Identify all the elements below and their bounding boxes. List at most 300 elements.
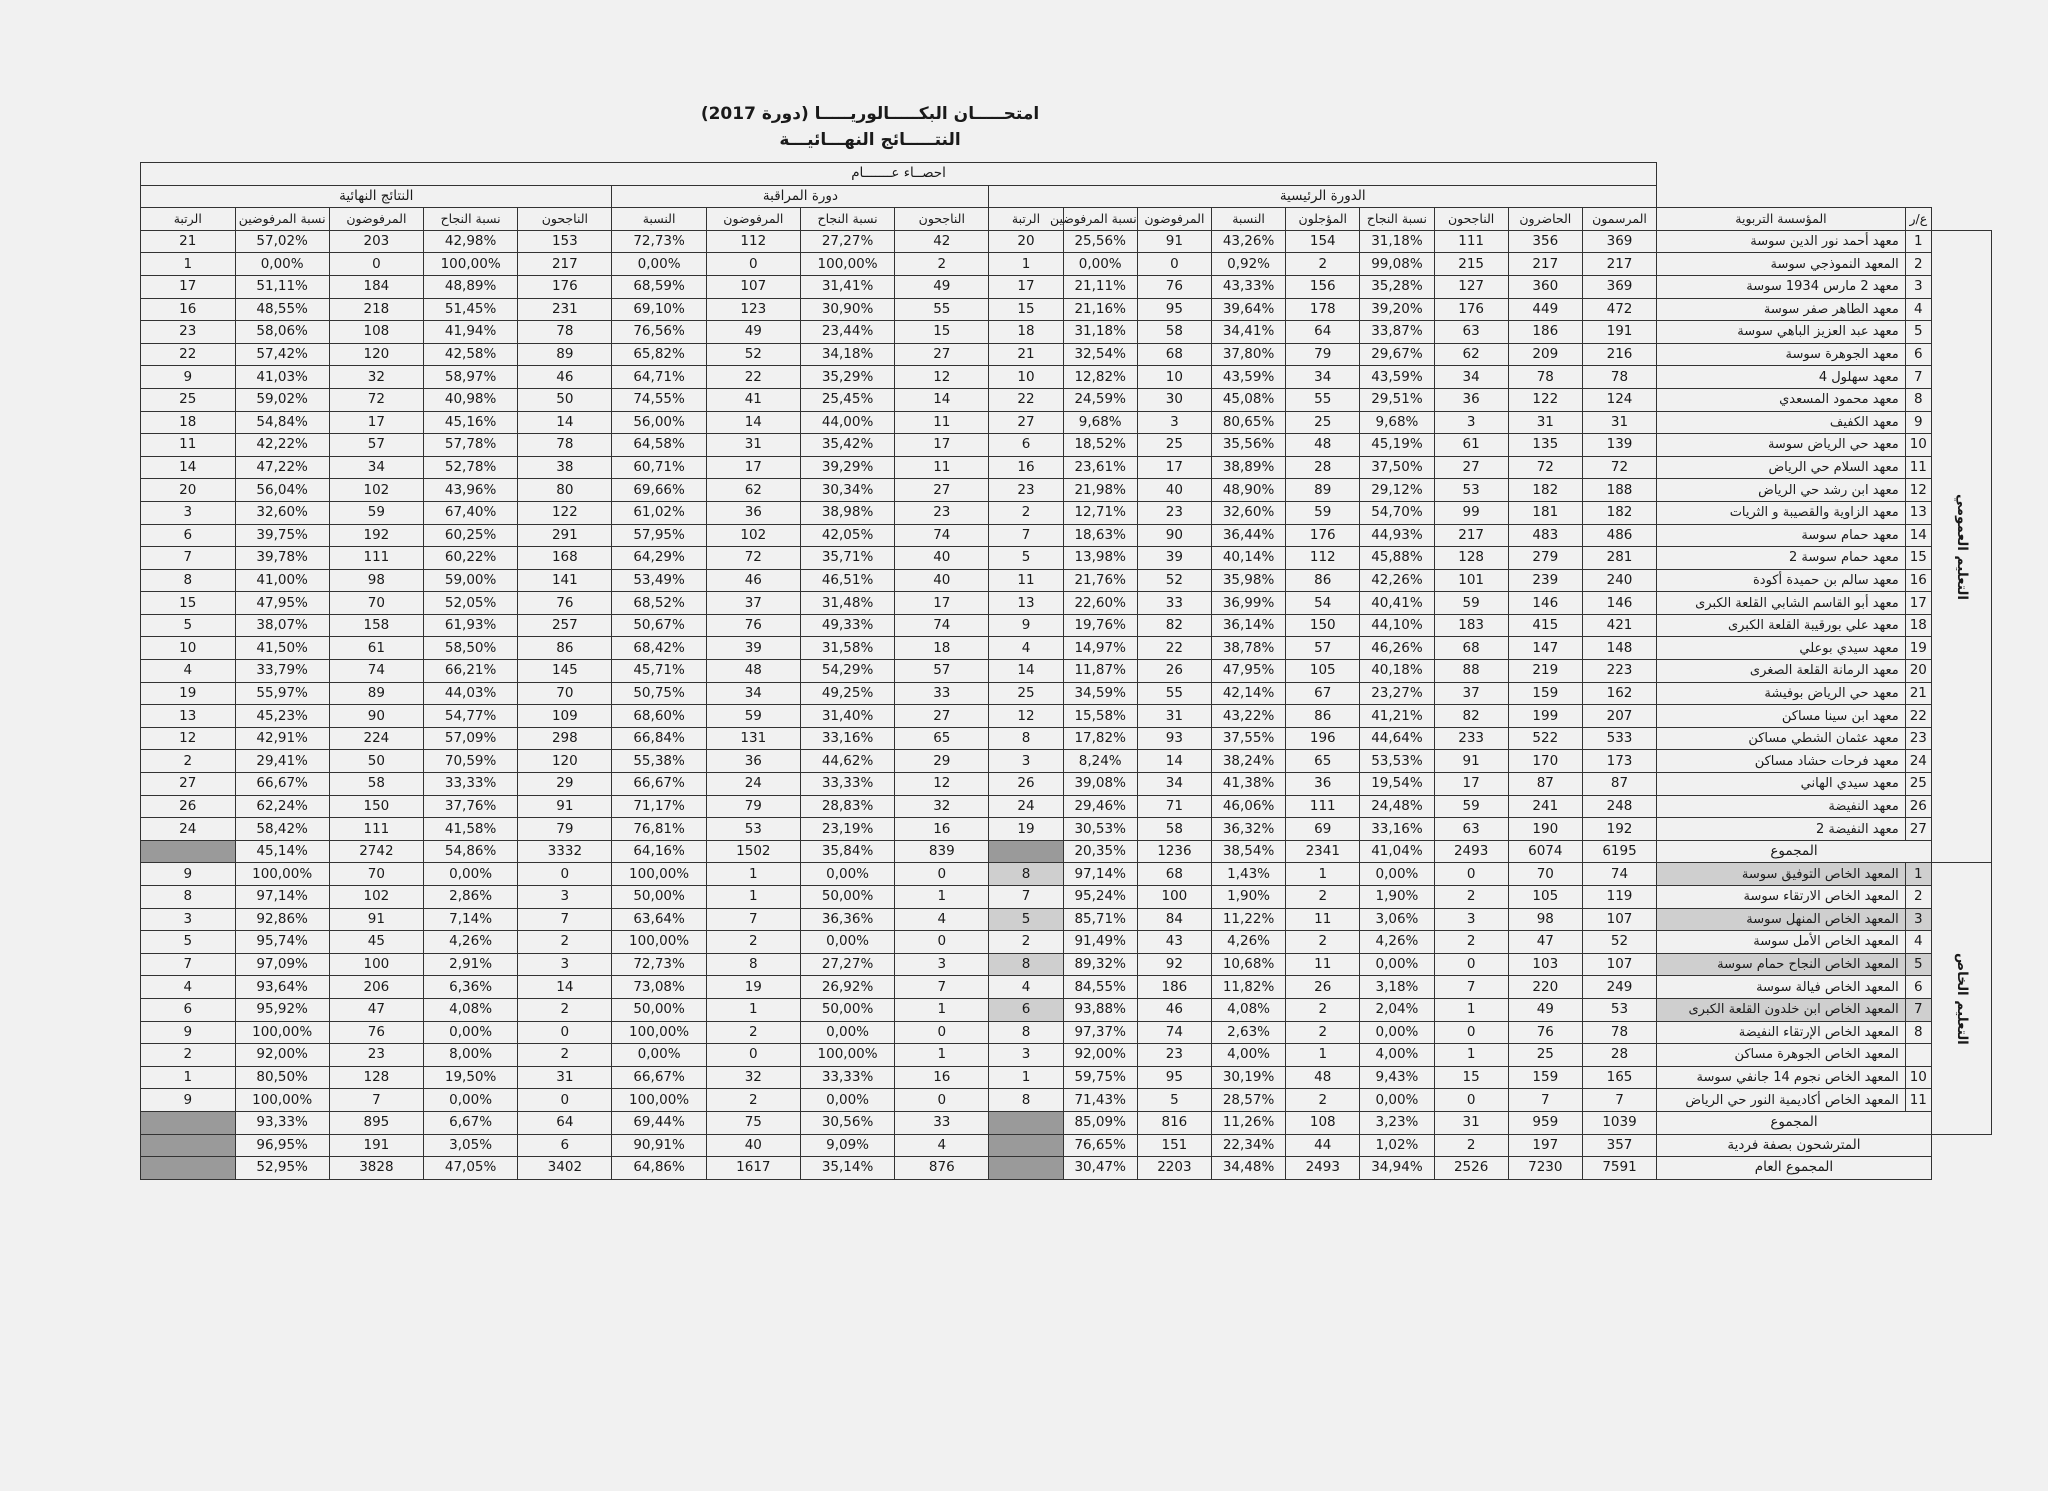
data-cell: 66,67% xyxy=(612,1066,706,1089)
data-cell: 29,12% xyxy=(1360,479,1434,502)
data-cell: 53 xyxy=(1434,479,1508,502)
data-cell: 32,54% xyxy=(1063,343,1137,366)
data-cell: 42,26% xyxy=(1360,569,1434,592)
data-cell: 241 xyxy=(1508,795,1582,818)
data-cell: 58,50% xyxy=(424,637,518,660)
data-cell: 36 xyxy=(1286,773,1360,796)
data-cell: 63,64% xyxy=(612,908,706,931)
data-cell: 8 xyxy=(989,1089,1063,1112)
institution-name: معهد الكفيف xyxy=(1657,411,1906,434)
data-cell: 105 xyxy=(1286,660,1360,683)
data-cell: 84,55% xyxy=(1063,976,1137,999)
data-cell: 45,71% xyxy=(612,660,706,683)
data-cell: 70 xyxy=(1508,863,1582,886)
institution-name: المعهد الخاص الارتقاء سوسة xyxy=(1657,886,1906,909)
data-cell: 103 xyxy=(1508,953,1582,976)
data-cell: 41,58% xyxy=(424,818,518,841)
data-cell: 14 xyxy=(895,388,989,411)
table-row xyxy=(141,501,1992,524)
data-cell: 178 xyxy=(1286,298,1360,321)
data-cell: 92 xyxy=(1137,953,1211,976)
data-cell: 107 xyxy=(706,275,800,298)
col-no-header: ع/ر xyxy=(1905,208,1931,231)
data-cell: 203 xyxy=(329,230,423,253)
column-header: نسبة النجاح xyxy=(424,208,518,231)
data-cell: 0 xyxy=(329,253,423,276)
data-cell: 54 xyxy=(1286,592,1360,615)
data-cell: 15 xyxy=(141,592,236,615)
data-cell: 107 xyxy=(1582,908,1656,931)
data-cell: 192 xyxy=(329,524,423,547)
data-cell: 69,44% xyxy=(612,1111,706,1134)
data-cell: 42,98% xyxy=(424,230,518,253)
data-cell: 79 xyxy=(706,795,800,818)
data-cell: 23,44% xyxy=(800,321,894,344)
data-cell: 46 xyxy=(518,366,612,389)
data-cell: 2 xyxy=(518,998,612,1021)
data-cell: 47,22% xyxy=(235,456,329,479)
data-cell: 8 xyxy=(989,953,1063,976)
data-cell: 55,38% xyxy=(612,750,706,773)
data-cell: 2 xyxy=(1434,1134,1508,1157)
row-number: 7 xyxy=(1905,366,1931,389)
data-cell: 128 xyxy=(1434,547,1508,570)
data-cell: 191 xyxy=(329,1134,423,1157)
data-cell: 74 xyxy=(1582,863,1656,886)
data-cell: 66,84% xyxy=(612,727,706,750)
data-cell: 37 xyxy=(706,592,800,615)
data-cell: 1 xyxy=(141,253,236,276)
table-row xyxy=(141,321,1992,344)
results-table xyxy=(140,162,1992,1180)
data-cell: 224 xyxy=(329,727,423,750)
data-cell: 2 xyxy=(706,931,800,954)
data-cell: 17 xyxy=(1434,773,1508,796)
data-cell: 80,65% xyxy=(1211,411,1285,434)
data-cell: 59 xyxy=(1434,592,1508,615)
row-number: 2 xyxy=(1905,886,1931,909)
data-cell: 186 xyxy=(1508,321,1582,344)
data-cell: 3,23% xyxy=(1360,1111,1434,1134)
individual-candidates-row xyxy=(141,1134,1992,1157)
data-cell: 112 xyxy=(706,230,800,253)
data-cell: 49 xyxy=(706,321,800,344)
data-cell: 71,43% xyxy=(1063,1089,1137,1112)
table-row xyxy=(141,275,1992,298)
data-cell: 4 xyxy=(989,637,1063,660)
table-row xyxy=(141,388,1992,411)
data-cell: 17 xyxy=(141,275,236,298)
data-cell: 14 xyxy=(141,456,236,479)
data-cell: 2526 xyxy=(1434,1157,1508,1180)
data-cell: 176 xyxy=(518,275,612,298)
data-cell: 127 xyxy=(1434,275,1508,298)
data-cell: 50,67% xyxy=(612,614,706,637)
row-number xyxy=(1905,1044,1931,1067)
data-cell: 35,71% xyxy=(800,547,894,570)
data-cell: 20 xyxy=(989,230,1063,253)
data-cell: 100,00% xyxy=(235,1021,329,1044)
column-header: نسبة النجاح xyxy=(800,208,894,231)
institution-name: المعهد الخاص النجاح حمام سوسة xyxy=(1657,953,1906,976)
total-label: المجموع xyxy=(1657,840,1932,863)
data-cell: 93,33% xyxy=(235,1111,329,1134)
data-cell: 2,86% xyxy=(424,886,518,909)
data-cell: 42,05% xyxy=(800,524,894,547)
data-cell: 30,90% xyxy=(800,298,894,321)
data-cell: 95,24% xyxy=(1063,886,1137,909)
data-cell: 91 xyxy=(1434,750,1508,773)
data-cell: 82 xyxy=(1434,705,1508,728)
data-cell: 357 xyxy=(1582,1134,1656,1157)
data-cell: 2 xyxy=(518,931,612,954)
data-cell: 1 xyxy=(1434,998,1508,1021)
data-cell: 298 xyxy=(518,727,612,750)
data-cell: 145 xyxy=(518,660,612,683)
data-cell: 11 xyxy=(895,411,989,434)
data-cell: 5 xyxy=(989,547,1063,570)
data-cell: 47,95% xyxy=(1211,660,1285,683)
data-cell: 74 xyxy=(1137,1021,1211,1044)
data-cell: 19,54% xyxy=(1360,773,1434,796)
data-cell: 8 xyxy=(706,953,800,976)
data-cell: 12 xyxy=(141,727,236,750)
data-cell: 40 xyxy=(895,569,989,592)
data-cell: 26 xyxy=(1137,660,1211,683)
data-cell: 34 xyxy=(1286,366,1360,389)
data-cell: 2341 xyxy=(1286,840,1360,863)
data-cell: 38,24% xyxy=(1211,750,1285,773)
data-cell: 25 xyxy=(1286,411,1360,434)
data-cell: 23,27% xyxy=(1360,682,1434,705)
data-cell: 3 xyxy=(141,908,236,931)
data-cell: 21 xyxy=(141,230,236,253)
institution-name: المعهد الخاص ابن خلدون القلعة الكبرى xyxy=(1657,998,1906,1021)
data-cell: 68 xyxy=(1137,863,1211,886)
data-cell: 41,21% xyxy=(1360,705,1434,728)
data-cell: 46,26% xyxy=(1360,637,1434,660)
data-cell: 58 xyxy=(329,773,423,796)
data-cell: 18,63% xyxy=(1063,524,1137,547)
data-cell: 19,76% xyxy=(1063,614,1137,637)
column-header: الناجحون xyxy=(1434,208,1508,231)
data-cell: 59 xyxy=(1286,501,1360,524)
data-cell: 0 xyxy=(518,1089,612,1112)
data-cell: 24 xyxy=(989,795,1063,818)
data-cell: 5 xyxy=(141,931,236,954)
data-cell: 2 xyxy=(518,1044,612,1067)
column-header: نسبة المرفوضين xyxy=(1063,208,1137,231)
data-cell: 0 xyxy=(518,1021,612,1044)
data-cell: 34,59% xyxy=(1063,682,1137,705)
column-header: الرتبة xyxy=(141,208,236,231)
row-number: 14 xyxy=(1905,524,1931,547)
data-cell: 9,68% xyxy=(1063,411,1137,434)
data-cell: 24,59% xyxy=(1063,388,1137,411)
data-cell: 109 xyxy=(518,705,612,728)
data-cell: 20 xyxy=(141,479,236,502)
table-row xyxy=(141,795,1992,818)
data-cell: 0 xyxy=(1434,953,1508,976)
data-cell: 93 xyxy=(1137,727,1211,750)
data-cell: 61,02% xyxy=(612,501,706,524)
data-cell: 360 xyxy=(1508,275,1582,298)
table-row xyxy=(141,976,1992,999)
data-cell: 0,00% xyxy=(800,1021,894,1044)
data-cell: 173 xyxy=(1582,750,1656,773)
data-cell: 156 xyxy=(1286,275,1360,298)
data-cell: 95,92% xyxy=(235,998,329,1021)
data-cell: 38,07% xyxy=(235,614,329,637)
data-cell: 291 xyxy=(518,524,612,547)
column-header: نسبة النجاح xyxy=(1360,208,1434,231)
data-cell: 25 xyxy=(989,682,1063,705)
data-cell: 68,59% xyxy=(612,275,706,298)
data-cell: 68 xyxy=(1434,637,1508,660)
data-cell: 35,29% xyxy=(800,366,894,389)
data-cell: 46,51% xyxy=(800,569,894,592)
data-cell xyxy=(989,1157,1063,1180)
data-cell: 33,16% xyxy=(1360,818,1434,841)
data-cell: 31 xyxy=(706,434,800,457)
table-row xyxy=(141,230,1992,253)
row-number: 24 xyxy=(1905,750,1931,773)
data-cell: 79 xyxy=(518,818,612,841)
data-cell: 64 xyxy=(1286,321,1360,344)
data-cell: 16 xyxy=(895,818,989,841)
data-cell: 74 xyxy=(895,524,989,547)
data-cell: 97,37% xyxy=(1063,1021,1137,1044)
data-cell: 14 xyxy=(989,660,1063,683)
institution-name: معهد أبو القاسم الشابي القلعة الكبرى xyxy=(1657,592,1906,615)
table-row xyxy=(141,479,1992,502)
data-cell: 8 xyxy=(141,569,236,592)
data-cell: 37,76% xyxy=(424,795,518,818)
total-label: المجموع xyxy=(1657,1111,1932,1134)
data-cell: 78 xyxy=(1508,366,1582,389)
data-cell: 90,91% xyxy=(612,1134,706,1157)
institution-name: معهد الجوهرة سوسة xyxy=(1657,343,1906,366)
data-cell: 0,00% xyxy=(424,1021,518,1044)
data-cell: 15 xyxy=(1434,1066,1508,1089)
column-header: النسبة xyxy=(612,208,706,231)
data-cell: 3 xyxy=(518,886,612,909)
data-cell: 8,24% xyxy=(1063,750,1137,773)
data-cell: 48 xyxy=(1286,1066,1360,1089)
data-cell: 22 xyxy=(1137,637,1211,660)
data-cell: 40,41% xyxy=(1360,592,1434,615)
data-cell: 23 xyxy=(895,501,989,524)
data-cell: 45,88% xyxy=(1360,547,1434,570)
data-cell: 220 xyxy=(1508,976,1582,999)
data-cell: 31 xyxy=(1434,1111,1508,1134)
data-cell: 27 xyxy=(1434,456,1508,479)
side-blank xyxy=(1931,1134,1991,1157)
institution-name: معهد حمام سوسة xyxy=(1657,524,1906,547)
exam-title: امتحـــــان البكـــــالوريـــــا (دورة 2017) xyxy=(700,104,1040,124)
data-cell: 35,84% xyxy=(800,840,894,863)
data-cell: 141 xyxy=(518,569,612,592)
data-cell: 0 xyxy=(1434,1089,1508,1112)
data-cell: 3828 xyxy=(329,1157,423,1180)
row-number: 16 xyxy=(1905,569,1931,592)
data-cell: 44,62% xyxy=(800,750,894,773)
institution-name: معهد السلام حي الرياض xyxy=(1657,456,1906,479)
data-cell: 122 xyxy=(518,501,612,524)
data-cell: 78 xyxy=(518,321,612,344)
data-cell: 4,26% xyxy=(1360,931,1434,954)
data-cell: 28 xyxy=(1286,456,1360,479)
data-cell: 26 xyxy=(141,795,236,818)
data-cell: 44,64% xyxy=(1360,727,1434,750)
data-cell: 5 xyxy=(1137,1089,1211,1112)
institution-name: المعهد الخاص الأمل سوسة xyxy=(1657,931,1906,954)
data-cell: 9 xyxy=(141,863,236,886)
data-cell: 2 xyxy=(706,1021,800,1044)
data-cell: 38 xyxy=(518,456,612,479)
data-cell: 37,50% xyxy=(1360,456,1434,479)
institution-name: المعهد الخاص المنهل سوسة xyxy=(1657,908,1906,931)
column-header: المرفوضون xyxy=(329,208,423,231)
row-number: 2 xyxy=(1905,253,1931,276)
data-cell: 2 xyxy=(895,253,989,276)
data-cell: 92,86% xyxy=(235,908,329,931)
table-row xyxy=(141,682,1992,705)
table-row xyxy=(141,750,1992,773)
table-row xyxy=(141,434,1992,457)
data-cell: 12,71% xyxy=(1063,501,1137,524)
data-cell: 150 xyxy=(1286,614,1360,637)
data-cell: 48 xyxy=(1286,434,1360,457)
data-cell: 1 xyxy=(895,1044,989,1067)
data-cell: 11 xyxy=(895,456,989,479)
data-cell: 33,16% xyxy=(800,727,894,750)
data-cell: 78 xyxy=(1582,366,1656,389)
data-cell: 50,00% xyxy=(800,998,894,1021)
data-cell: 40,98% xyxy=(424,388,518,411)
column-header: المرسمون xyxy=(1582,208,1656,231)
data-cell: 168 xyxy=(518,547,612,570)
data-cell: 37,80% xyxy=(1211,343,1285,366)
data-cell: 3402 xyxy=(518,1157,612,1180)
data-cell: 45,19% xyxy=(1360,434,1434,457)
data-cell: 146 xyxy=(1582,592,1656,615)
table-row xyxy=(141,908,1992,931)
data-cell: 87 xyxy=(1582,773,1656,796)
data-cell: 41,94% xyxy=(424,321,518,344)
data-cell: 13 xyxy=(989,592,1063,615)
data-cell: 57 xyxy=(1286,637,1360,660)
data-cell: 1 xyxy=(989,1066,1063,1089)
data-cell: 45 xyxy=(329,931,423,954)
data-cell: 23 xyxy=(989,479,1063,502)
data-cell: 233 xyxy=(1434,727,1508,750)
data-cell: 2 xyxy=(1286,886,1360,909)
data-cell: 52,05% xyxy=(424,592,518,615)
data-cell: 111 xyxy=(1434,230,1508,253)
data-cell: 3 xyxy=(518,953,612,976)
data-cell: 56,04% xyxy=(235,479,329,502)
table-row xyxy=(141,524,1992,547)
data-cell: 248 xyxy=(1582,795,1656,818)
data-cell: 182 xyxy=(1508,479,1582,502)
private-education-label: التعليم الخاص xyxy=(1931,863,1991,1134)
data-cell: 239 xyxy=(1508,569,1582,592)
data-cell: 47 xyxy=(1508,931,1582,954)
data-cell: 31 xyxy=(1137,705,1211,728)
data-cell: 7 xyxy=(895,976,989,999)
data-cell: 89 xyxy=(518,343,612,366)
data-cell: 72,73% xyxy=(612,953,706,976)
data-cell: 22 xyxy=(989,388,1063,411)
data-cell: 36,36% xyxy=(800,908,894,931)
data-cell: 186 xyxy=(1137,976,1211,999)
data-cell: 99,08% xyxy=(1360,253,1434,276)
data-cell: 35,42% xyxy=(800,434,894,457)
data-cell: 159 xyxy=(1508,1066,1582,1089)
data-cell: 33,79% xyxy=(235,660,329,683)
data-cell: 17 xyxy=(895,434,989,457)
institution-name: معهد حمام سوسة 2 xyxy=(1657,547,1906,570)
table-row xyxy=(141,547,1992,570)
data-cell: 68,42% xyxy=(612,637,706,660)
data-cell: 63 xyxy=(1434,818,1508,841)
data-cell: 33 xyxy=(1137,592,1211,615)
data-cell: 57 xyxy=(895,660,989,683)
data-cell: 66,67% xyxy=(612,773,706,796)
data-cell: 10 xyxy=(1137,366,1211,389)
row-number: 11 xyxy=(1905,456,1931,479)
table-row xyxy=(141,998,1992,1021)
data-cell: 27 xyxy=(989,411,1063,434)
data-cell: 14 xyxy=(518,411,612,434)
row-number: 9 xyxy=(1905,411,1931,434)
data-cell: 28,57% xyxy=(1211,1089,1285,1112)
data-cell: 18,52% xyxy=(1063,434,1137,457)
data-cell: 43,22% xyxy=(1211,705,1285,728)
data-cell: 50,00% xyxy=(800,886,894,909)
data-cell: 58,06% xyxy=(235,321,329,344)
data-cell: 55 xyxy=(895,298,989,321)
data-cell: 34 xyxy=(1434,366,1508,389)
data-cell: 34 xyxy=(1137,773,1211,796)
institution-name: معهد ابن سينا مساكن xyxy=(1657,705,1906,728)
data-cell: 1,90% xyxy=(1360,886,1434,909)
data-cell: 57 xyxy=(329,434,423,457)
data-cell: 32 xyxy=(895,795,989,818)
data-cell: 176 xyxy=(1286,524,1360,547)
row-number: 8 xyxy=(1905,1021,1931,1044)
data-cell xyxy=(141,840,236,863)
data-cell: 50 xyxy=(518,388,612,411)
data-cell: 40 xyxy=(895,547,989,570)
data-cell xyxy=(989,840,1063,863)
data-cell: 100,00% xyxy=(235,863,329,886)
side-blank xyxy=(1931,208,1991,231)
data-cell: 91,49% xyxy=(1063,931,1137,954)
table-row xyxy=(141,456,1992,479)
data-cell: 181 xyxy=(1508,501,1582,524)
institution-name: المعهد الخاص نجوم 14 جانفي سوسة xyxy=(1657,1066,1906,1089)
data-cell: 24 xyxy=(706,773,800,796)
data-cell: 100,00% xyxy=(235,1089,329,1112)
data-cell: 6,67% xyxy=(424,1111,518,1134)
data-cell: 13,98% xyxy=(1063,547,1137,570)
data-cell: 49 xyxy=(1508,998,1582,1021)
data-cell: 209 xyxy=(1508,343,1582,366)
data-cell: 76,81% xyxy=(612,818,706,841)
data-cell: 0,00% xyxy=(1360,953,1434,976)
